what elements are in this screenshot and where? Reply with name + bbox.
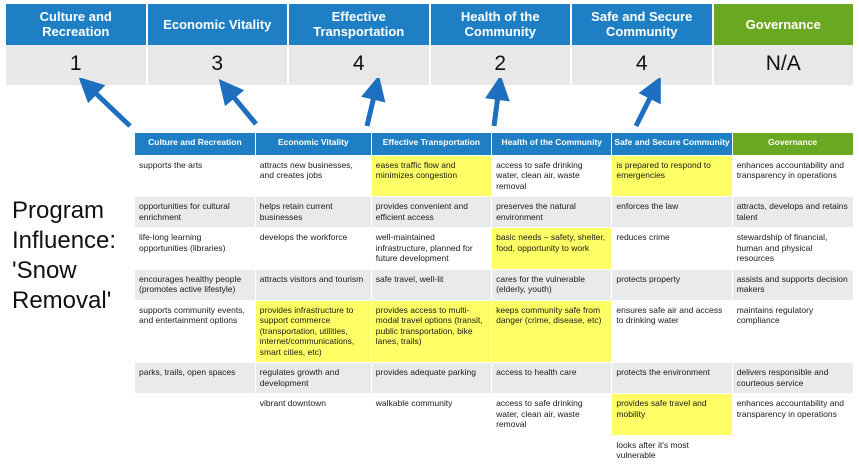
matrix-header-safe-and-secure-community: Safe and Secure Community xyxy=(612,133,732,155)
matrix-cell: life-long learning opportunities (libraries) xyxy=(135,228,255,270)
matrix-cell: provides access to multi-modal travel options (transit, public transportation, bike lanes, trails) xyxy=(371,300,491,363)
matrix-cell: access to health care xyxy=(492,363,612,394)
matrix-cell: enhances accountability and transparency in operations xyxy=(732,155,852,197)
matrix-cell: looks after it's most vulnerable xyxy=(612,435,732,466)
score-safe-and-secure-community: 4 xyxy=(572,45,714,85)
matrix-cell: provides adequate parking xyxy=(371,363,491,394)
matrix-cell: provides safe travel and mobility xyxy=(612,394,732,436)
matrix-cell: enhances accountability and transparency in operations xyxy=(732,394,852,436)
matrix-cell: supports the arts xyxy=(135,155,255,197)
matrix-header-economic-vitality: Economic Vitality xyxy=(255,133,371,155)
matrix-cell: attracts visitors and tourism xyxy=(255,269,371,300)
scorecard-header-culture-and-recreation: Culture and Recreation xyxy=(6,4,148,45)
matrix-cell: protects the environment xyxy=(612,363,732,394)
scorecard-header-health-of-the-community: Health of the Community xyxy=(431,4,573,45)
table-row xyxy=(135,269,853,300)
program-influence-label: Program Influence: 'Snow Removal' xyxy=(12,197,117,314)
matrix-cell xyxy=(255,435,371,466)
table-row xyxy=(135,228,853,270)
matrix-cell: preserves the natural environment xyxy=(492,197,612,228)
matrix-cell: access to safe drinking water, clean air, waste removal xyxy=(492,394,612,436)
matrix-cell: safe travel, well-lit xyxy=(371,269,491,300)
matrix-cell: access to safe drinking water, clean air, waste removal xyxy=(492,155,612,197)
matrix-cell: delivers responsible and courteous service xyxy=(732,363,852,394)
matrix-cell: eases traffic flow and minimizes congestion xyxy=(371,155,491,197)
matrix-cell xyxy=(732,435,852,466)
table-row xyxy=(135,394,853,436)
matrix-cell xyxy=(135,394,255,436)
matrix-header-culture-and-recreation: Culture and Recreation xyxy=(135,133,255,155)
matrix-cell: develops the workforce xyxy=(255,228,371,270)
matrix-cell xyxy=(492,435,612,466)
arrow-icon-health-of-the-community xyxy=(494,88,499,126)
arrow-group xyxy=(0,78,859,136)
matrix-cell: ensures safe air and access to drinking water xyxy=(612,300,732,363)
matrix-cell: attracts new businesses, and creates jobs xyxy=(255,155,371,197)
matrix-header-effective-transportation: Effective Transportation xyxy=(371,133,491,155)
score-economic-vitality: 3 xyxy=(148,45,290,85)
arrow-icon-effective-transportation xyxy=(367,88,376,126)
score-health-of-the-community: 2 xyxy=(431,45,573,85)
matrix-header-row xyxy=(135,133,853,155)
matrix-cell: maintains regulatory compliance xyxy=(732,300,852,363)
matrix-cell: keeps community safe from danger (crime, disease, etc) xyxy=(492,300,612,363)
scorecard-header-economic-vitality: Economic Vitality xyxy=(148,4,290,45)
table-row xyxy=(135,197,853,228)
matrix-cell xyxy=(371,435,491,466)
matrix-cell: walkable community xyxy=(371,394,491,436)
matrix-cell: well-maintained infrastructure, planned for future development xyxy=(371,228,491,270)
matrix-cell: helps retain current businesses xyxy=(255,197,371,228)
matrix-cell: assists and supports decision makers xyxy=(732,269,852,300)
score-effective-transportation: 4 xyxy=(289,45,431,85)
matrix-header-health-of-the-community: Health of the Community xyxy=(492,133,612,155)
matrix-cell: provides convenient and efficient access xyxy=(371,197,491,228)
matrix-cell: parks, trails, open spaces xyxy=(135,363,255,394)
scorecard-header-effective-transportation: Effective Transportation xyxy=(289,4,431,45)
matrix-cell: regulates growth and development xyxy=(255,363,371,394)
arrow-icon-economic-vitality xyxy=(227,89,256,124)
score-governance: N/A xyxy=(765,52,801,75)
table-row xyxy=(135,435,853,466)
scorecard-header-governance: Governance xyxy=(714,4,854,45)
matrix-cell: opportunities for cultural enrichment xyxy=(135,197,255,228)
matrix-cell: stewardship of financial, human and physical resources xyxy=(732,228,852,270)
matrix-cell: attracts, develops and retains talent xyxy=(732,197,852,228)
matrix-cell: supports community events, and entertainment options xyxy=(135,300,255,363)
table-row xyxy=(135,155,853,197)
arrow-icon-safe-and-secure-community xyxy=(636,88,655,126)
matrix-header-governance: Governance xyxy=(732,133,852,155)
matrix-cell: cares for the vulnerable (elderly, youth) xyxy=(492,269,612,300)
scorecard-header-safe-and-secure-community: Safe and Secure Community xyxy=(572,4,714,45)
influence-matrix xyxy=(135,133,853,467)
table-row xyxy=(135,300,853,363)
matrix-cell: protects property xyxy=(612,269,732,300)
matrix-cell: provides infrastructure to support commerce (transportation, utilities, internet/communications, smart cities, etc) xyxy=(255,300,371,363)
matrix-cell xyxy=(135,435,255,466)
matrix-cell: basic needs – safety, shelter, food, opportunity to work xyxy=(492,228,612,270)
scorecard-band xyxy=(6,4,853,85)
matrix-cell: enforces the law xyxy=(612,197,732,228)
table-row xyxy=(135,363,853,394)
scorecard-header-row xyxy=(6,4,853,45)
matrix-cell: encourages healthy people (promotes active lifestyle) xyxy=(135,269,255,300)
matrix-cell: is prepared to respond to emergencies xyxy=(612,155,732,197)
arrow-icon-culture-and-recreation xyxy=(88,86,130,126)
matrix-cell: vibrant downtown xyxy=(255,394,371,436)
score-culture-and-recreation: 1 xyxy=(6,45,148,85)
matrix-cell: reduces crime xyxy=(612,228,732,270)
